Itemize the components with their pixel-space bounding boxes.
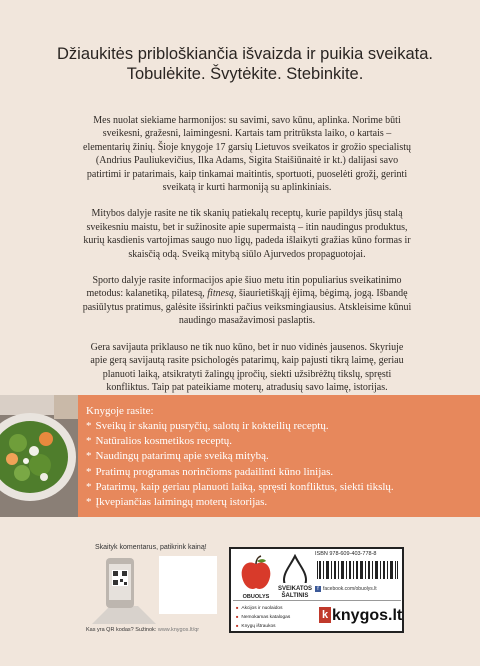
list-item-text: Natūralios kosmetikos receptų. — [95, 435, 233, 448]
paragraph-intro: Mes nuolat siekiame harmonijos: su savimi, savo kūnu, aplinka. Norime būti sveikesni, gražesni, laimingesni. Kartais tam pritrūksta laiko, o kartais – elementarių žinių. Šioje knygoje 17 garsių Lietuvos sveikatos ir grožio specialistų (Andrius Pauliukevičius, Ilka Adams, Sigita Staišiūnaitė ir kt.) dalijasi savo patirtimi ir patarimais, kaip tinkamai maitintis, sportuoti, puoselėti grožį, gerinti sveikatą ir kurti harmoniją su aplinkiniais. — [83, 115, 411, 194]
bullet-star: * — [86, 420, 92, 432]
list-item — [86, 465, 394, 480]
headline-line-1: Džiaukitės pribloškiančia išvaizda ir puikia sveikata. — [57, 45, 433, 63]
list-item — [86, 419, 394, 434]
list-item-text: Naudingų patarimų apie sveiką mitybą. — [95, 450, 269, 463]
list-item: ■ Akcijos ir nuolaidos — [236, 604, 290, 613]
publisher-box — [229, 547, 404, 633]
facebook-icon: f — [315, 586, 321, 592]
phone-scan-icon — [92, 556, 156, 624]
sveikatos-saltinis-logo — [278, 554, 312, 602]
paragraph-sport-end: , šiaurietiškąjį ėjimą, bėgimą, jogą. Išbandę pasiūlytus pratimus, galėsite išsirinkti pačius veiksmingiausius. Atskleisime kūnui naudingo masažavimosi paslaptis. — [82, 288, 412, 327]
publisher-features — [236, 604, 290, 631]
bullet-star: * — [86, 435, 92, 448]
bullet-star: * — [86, 496, 92, 509]
paragraph-sport — [82, 274, 412, 328]
description — [82, 114, 412, 407]
facebook-url: facebook.com/obuolys.lt — [323, 586, 377, 592]
list-item-text: Pratimų programas norinčioms padailinti kūno linijas. — [95, 465, 334, 478]
paragraph-nutrition: Mitybos dalyje rasite ne tik skanių patiekalų receptų, kurie papildys jūsų stalą sveikesniu maistu, bet ir sužinosite apie supermaistą – itin naudingus produktus, kurių kasdienis vartojimas saugo nuo ligų, padeda išlaikyti gražias kūno formas ir skaisčią odą. Sveiką mitybą siūlo Ajurvedos propaguotojai. — [83, 208, 411, 260]
highlights-list — [86, 419, 394, 510]
sveikatos-label: SVEIKATOS — [278, 586, 312, 592]
qr-code-placeholder[interactable] — [159, 556, 217, 614]
qr-caption-text: Kas yra QR kodas? Sužinok: — [86, 627, 157, 633]
list-item: ■ Nemokamas katalogas — [236, 613, 290, 622]
list-item — [86, 449, 394, 464]
divider — [233, 600, 401, 601]
knygos-mark-icon: k — [319, 607, 331, 623]
list-item-text: Įkvepiančias laimingų moterų istorijas. — [95, 496, 268, 509]
paragraph-sport-start: Sporto dalyje rasite informacijos apie šiuo metu itin populiarius sveikatinimo metodus: kalanetiką, pilatesą, — [86, 275, 402, 300]
qr-title: Skaityk komentarus, patikrink kainą! — [95, 544, 207, 551]
saltinis-label: ŠALTINIS — [281, 593, 309, 599]
salad-image — [0, 395, 78, 517]
qr-caption — [86, 627, 199, 633]
qr-link[interactable]: www.knygos.lt/qr — [157, 627, 200, 633]
knygos-logo[interactable] — [319, 607, 402, 625]
list-item — [86, 480, 394, 495]
isbn: ISBN 978-609-403-778-8 — [315, 551, 377, 557]
headline-line-2: Tobulėkite. Švytėkite. Stebinkite. — [126, 65, 364, 83]
facebook-link[interactable] — [315, 586, 377, 592]
obuolys-label: OBUOLYS — [242, 594, 270, 600]
list-item — [86, 434, 394, 449]
list-item: ■ Knygų ištraukos — [236, 622, 290, 631]
headline — [40, 44, 450, 84]
bullet-star: * — [86, 450, 92, 463]
paragraph-wellbeing: Gera savijauta priklauso ne tik nuo kūno, bet ir nuo vidinės jausenos. Skyriuje apie gerą savijautą rasite psichologės patarimų, kaip pajusti tikrą laimę, geriau planuoti laiką, atsikratyti žalingų įpročių, siekti užsibrėžtų tikslų, spręsti konfliktus. Taip pat pateikiame moterų, atradusių savo laimę, istorijas. — [90, 341, 404, 393]
paragraph-sport-italic: fitnesą — [207, 288, 234, 300]
bullet-star: * — [86, 465, 92, 478]
knygos-label: knygos.lt — [332, 607, 403, 624]
bullet-star: * — [86, 480, 92, 493]
list-item-text: Patarimų, kaip geriau planuoti laiką, spręsti konfliktus, siekti tikslų. — [95, 480, 394, 493]
highlights-title: Knygoje rasite: — [86, 405, 154, 417]
apple-logo-icon — [237, 555, 275, 593]
list-item-text: Sveikų ir skanių pusryčių, salotų ir kokteilių receptų. — [95, 420, 329, 432]
list-item — [86, 495, 394, 510]
